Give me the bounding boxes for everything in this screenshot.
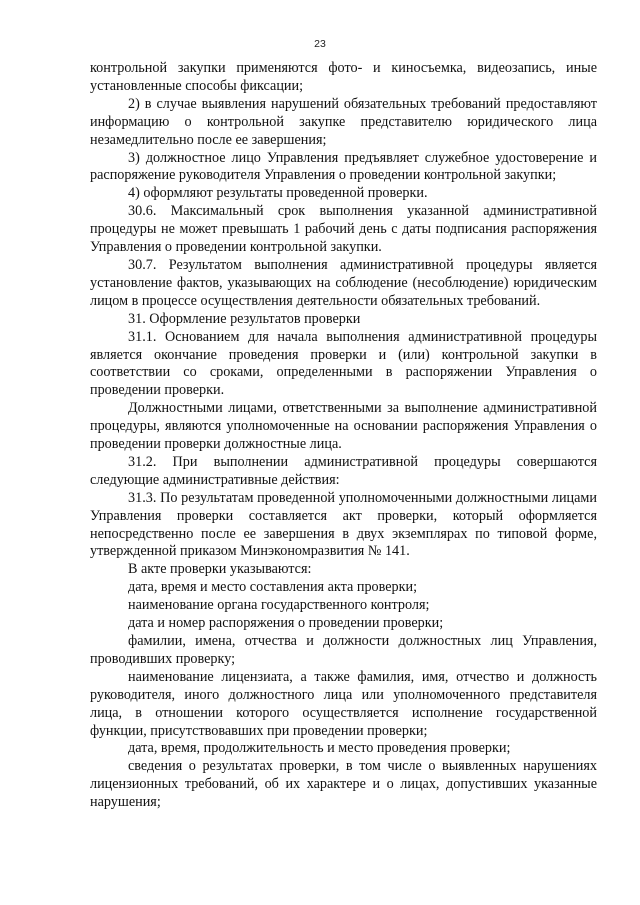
paragraph: Должностными лицами, ответственными за выполнение административной процедуры, являются уполномоченные на основании распоряжения Управления о проведении проверки должностные лица. (90, 400, 597, 453)
list-item: дата и номер распоряжения о проведении проверки; (128, 615, 444, 632)
list-item: сведения о результатах проверки, в том числе о выявленных нарушениях лицензионных требований, об их характере и о лицах, допустивших указанные нарушения; (90, 758, 597, 811)
list-item: фамилии, имена, отчества и должности должностных лиц Управления, проводивших проверку; (90, 633, 597, 667)
paragraph: 4) оформляют результаты проведенной проверки. (128, 185, 428, 202)
paragraph: 30.6. Максимальный срок выполнения указанной административной процедуры не может превышать 1 рабочий день с даты подписания распоряжения Управления о проведении контрольной закупки. (90, 203, 597, 256)
paragraph: В акте проверки указываются: (128, 561, 312, 578)
paragraph: 31.3. По результатам проведенной уполномоченными должностными лицами Управления проверки составляется акт проверки, который оформляется непосредственно после ее завершения в двух экземплярах по типовой форме, утвержденной приказом Минэкономразвития № 141. (90, 489, 597, 560)
document-body (90, 60, 597, 812)
paragraph: 2) в случае выявления нарушений обязательных требований предоставляют информацию о контрольной закупке представителю юридического лица незамедлительно после ее завершения; (90, 95, 597, 148)
section-heading: 31. Оформление результатов проверки (128, 310, 361, 327)
paragraph: 31.2. При выполнении административной процедуры совершаются следующие административные действия: (90, 453, 597, 488)
paragraph: 30.7. Результатом выполнения административной процедуры является установление фактов, указывающих на соблюдение (несоблюдение) юридическим лицом в процессе осуществления деятельности обязательных требований. (90, 256, 597, 309)
paragraph: 31.1. Основанием для начала выполнения административной процедуры является окончание проведения проверки и (или) контрольной закупки в соответствии со сроками, определенными в распоряжении Управления о проведении проверки. (90, 328, 597, 399)
list-item: наименование органа государственного контроля; (128, 597, 430, 614)
list-item: дата, время, продолжительность и место проведения проверки; (128, 740, 511, 757)
list-item: наименование лицензиата, а также фамилия, имя, отчество и должность руководителя, иного должностного лица или уполномоченного представителя лица, в отношении которого осуществляется исполнение государственной функции, присутствовавших при проведении проверки; (90, 668, 597, 739)
paragraph: 3) должностное лицо Управления предъявляет служебное удостоверение и распоряжение руководителя Управления о проведении контрольной закупки; (90, 149, 597, 184)
page-number: 23 (314, 38, 326, 50)
list-item: дата, время и место составления акта проверки; (128, 579, 418, 596)
paragraph: контрольной закупки применяются фото- и киносъемка, видеозапись, иные установленные способы фиксации; (90, 60, 597, 94)
